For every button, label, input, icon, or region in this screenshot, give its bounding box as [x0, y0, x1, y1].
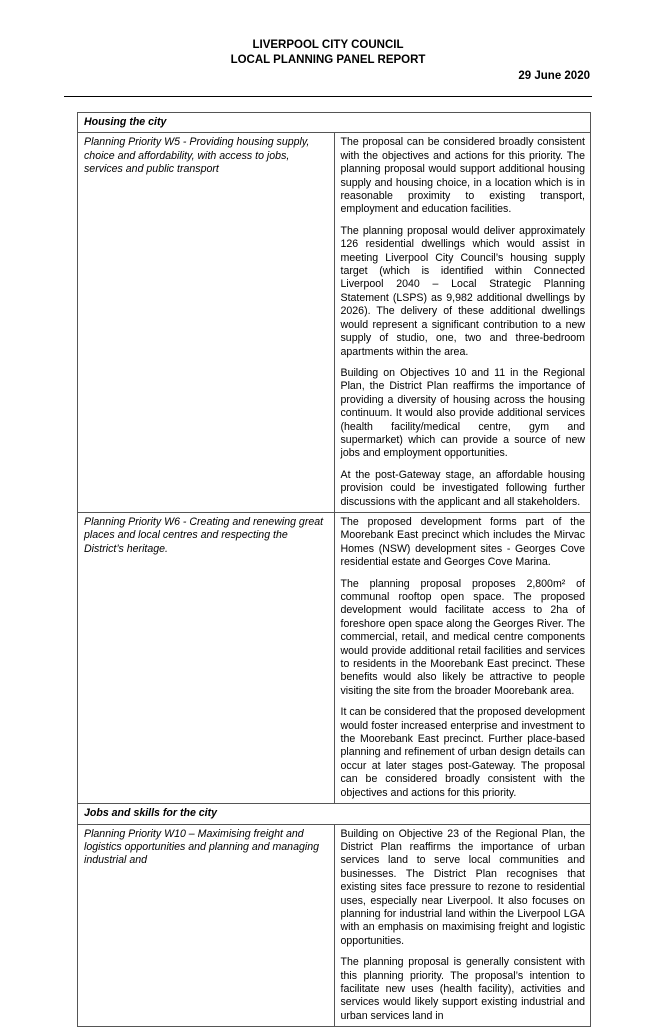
section-heading: Jobs and skills for the city — [78, 804, 591, 824]
assessment-paragraph: Building on Objective 23 of the Regional Plan, the District Plan reaffirms the importance of urban services land to serve local communities and businesses. The District Plan recognises that existing sites face pressure to rezone to residential uses, especially near Liverpool. It also focuses on planning for industrial land within the Liverpool LGA with an emphasis on maximising freight and logistic opportunities. — [340, 827, 585, 947]
header-divider — [64, 96, 592, 97]
section-header-row — [78, 113, 591, 133]
section-header-row — [78, 804, 591, 824]
assessment-paragraph: The planning proposal proposes 2,800m² of communal rooftop open space. The proposed development would facilitate access to 2ha of foreshore open space along the Georges River. The commercial, retail, and medical centre components would provide additional retail facilities and services to residents in the Moorebank East precinct. These benefits would also likely be attractive to people visiting the site from the broader Moorebank area. — [340, 577, 585, 697]
table-row — [78, 133, 591, 513]
priority-label: Planning Priority W6 - Creating and renewing great places and local centres and respecting the District’s heritage. — [78, 512, 335, 803]
assessment-paragraph: Building on Objectives 10 and 11 in the Regional Plan, the District Plan reaffirms the importance of providing a diversity of housing across the housing continuum. It would also provide additional services (health facility/medical centre, gym and supermarket) which can provide a source of new jobs and employment opportunities. — [340, 366, 585, 460]
report-title: LOCAL PLANNING PANEL REPORT — [230, 54, 426, 66]
assessment-paragraph: The proposed development forms part of the Moorebank East precinct which includes the Mirvac Homes (NSW) development sites - Georges Cove residential estate and Georges Cove Marina. — [340, 515, 585, 569]
assessment-paragraph: The planning proposal is generally consistent with this planning priority. The proposal’s intention to facilitate new uses (health facility), activities and services would likely support existing industrial and urban services land in — [340, 956, 585, 1022]
table-row — [78, 512, 591, 803]
priority-label: Planning Priority W10 – Maximising freight and logistics opportunities and planning and managing industrial and — [78, 824, 335, 1027]
report-date: 29 June 2020 — [518, 70, 590, 82]
table-row — [78, 824, 591, 1027]
assessment-paragraph: At the post-Gateway stage, an affordable housing provision could be investigated following further discussions with the applicant and all stakeholders. — [340, 468, 585, 508]
priority-label: Planning Priority W5 - Providing housing supply, choice and affordability, with access to jobs, services and public transport — [78, 133, 335, 513]
priority-assessment — [334, 824, 591, 1027]
section-heading: Housing the city — [78, 113, 591, 133]
priority-assessment — [334, 133, 591, 513]
assessment-paragraph: It can be considered that the proposed development would foster increased enterprise and investment to the Moorebank East precinct. Further place-based planning and refinement of urban design details can occur at later stages post-Gateway. The proposal can be considered broadly consistent with the objectives and actions for this priority. — [340, 706, 585, 799]
planning-priorities-table — [77, 112, 591, 1027]
priority-assessment — [334, 512, 591, 803]
assessment-paragraph: The proposal can be considered broadly consistent with the objectives and actions for this priority. The planning proposal would support additional housing supply and housing choice, in a location which is in reasonable proximity to existing transport, employment and education facilities. — [340, 136, 585, 216]
assessment-paragraph: The planning proposal would deliver approximately 126 residential dwellings which would assist in meeting Liverpool City Council’s housing supply target (which is identified within Connected Liverpool 2040 – Local Strategic Planning Statement (LSPS) as 9,982 additional dwellings by 2026). The delivery of these additional dwellings would represent a significant contribution to a new supply of studio, one, two and three-bedroom apartments within the area. — [340, 224, 585, 358]
council-title: LIVERPOOL CITY COUNCIL — [252, 39, 404, 51]
